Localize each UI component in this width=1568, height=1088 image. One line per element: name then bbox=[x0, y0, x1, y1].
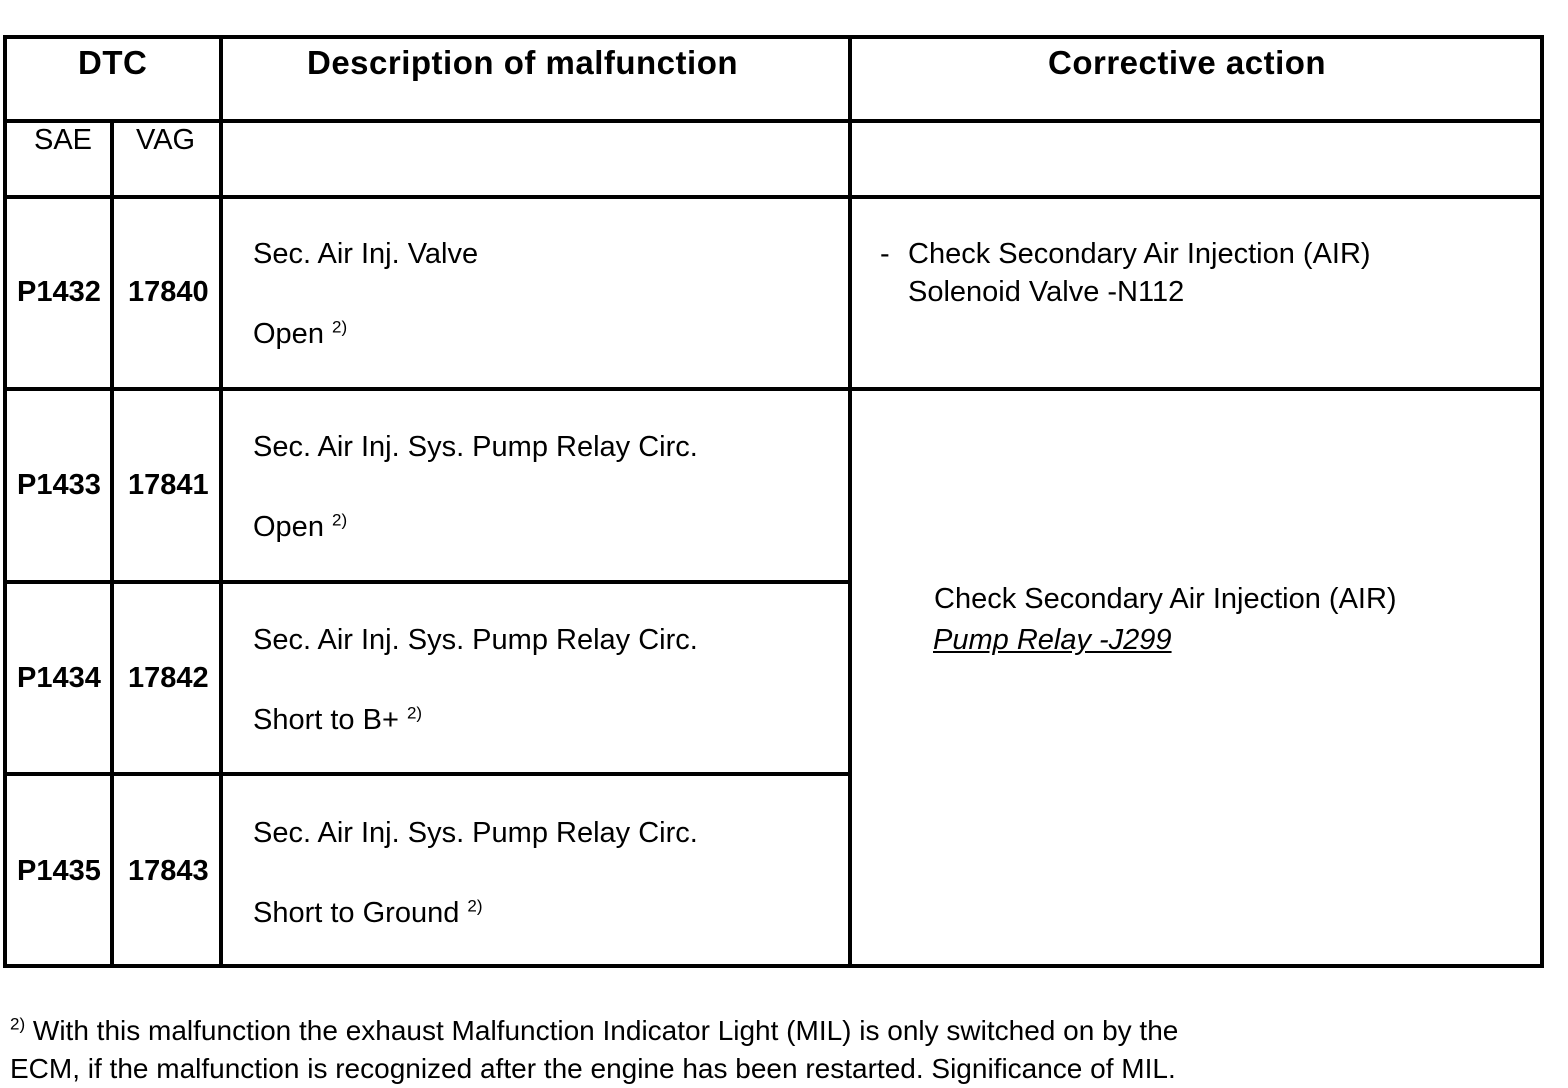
description-line: Sec. Air Inj. Sys. Pump Relay Circ. bbox=[253, 431, 698, 463]
action-solenoid-line2: Solenoid Valve -N112 bbox=[908, 276, 1185, 308]
grid-line bbox=[3, 964, 1544, 968]
action-dash: - bbox=[880, 238, 890, 270]
sae-code: P1433 bbox=[17, 469, 101, 501]
grid-line bbox=[110, 119, 114, 968]
description-line: Sec. Air Inj. Valve bbox=[253, 238, 479, 270]
description-condition bbox=[253, 511, 347, 544]
grid-line bbox=[3, 35, 1544, 39]
grid-line bbox=[3, 772, 852, 776]
grid-line bbox=[3, 580, 852, 584]
grid-line bbox=[3, 35, 7, 968]
header-vag: VAG bbox=[136, 124, 196, 156]
header-sae: SAE bbox=[34, 124, 93, 156]
grid-line bbox=[1540, 35, 1544, 968]
footnote bbox=[10, 1012, 1178, 1088]
description-condition bbox=[253, 704, 422, 737]
footnote-line1: With this malfunction the exhaust Malfunction Indicator Light (MIL) is only switched on by the bbox=[32, 1015, 1179, 1046]
footnote-ref: 2) bbox=[332, 510, 348, 530]
footnote-ref: 2) bbox=[332, 317, 348, 337]
description-line: Sec. Air Inj. Sys. Pump Relay Circ. bbox=[253, 817, 698, 849]
condition-text: Open bbox=[253, 318, 324, 350]
grid-line bbox=[219, 35, 223, 968]
footnote-mark: 2) bbox=[10, 1014, 26, 1034]
sae-code: P1434 bbox=[17, 662, 101, 694]
header-description: Description of malfunction bbox=[307, 44, 739, 81]
vag-code: 17842 bbox=[128, 662, 209, 694]
footnote-ref: 2) bbox=[467, 896, 483, 916]
header-corrective-action: Corrective action bbox=[1048, 44, 1327, 81]
vag-code: 17843 bbox=[128, 855, 209, 887]
sae-code: P1435 bbox=[17, 855, 101, 887]
footnote-line2: ECM, if the malfunction is recognized after the engine has been restarted. Significance of MIL. bbox=[10, 1052, 1176, 1084]
grid-line bbox=[3, 119, 1544, 123]
pump-relay-link[interactable]: Pump Relay -J299 bbox=[933, 624, 1172, 656]
condition-text: Short to B+ bbox=[253, 704, 399, 736]
footnote-ref: 2) bbox=[406, 703, 423, 723]
header-dtc: DTC bbox=[78, 44, 148, 81]
condition-text: Open bbox=[253, 511, 324, 543]
sae-code: P1432 bbox=[17, 276, 101, 308]
grid-line bbox=[3, 195, 1544, 199]
description-condition bbox=[253, 318, 347, 351]
vag-code: 17840 bbox=[128, 276, 209, 308]
condition-text: Short to Ground bbox=[253, 897, 460, 929]
grid-line bbox=[3, 387, 1544, 391]
description-condition bbox=[253, 897, 483, 930]
action-pump-relay-line1: Check Secondary Air Injection (AIR) bbox=[934, 583, 1397, 615]
vag-code: 17841 bbox=[128, 469, 209, 501]
action-solenoid-line1: Check Secondary Air Injection (AIR) bbox=[908, 238, 1371, 270]
grid-line bbox=[848, 35, 852, 968]
description-line: Sec. Air Inj. Sys. Pump Relay Circ. bbox=[253, 624, 698, 656]
